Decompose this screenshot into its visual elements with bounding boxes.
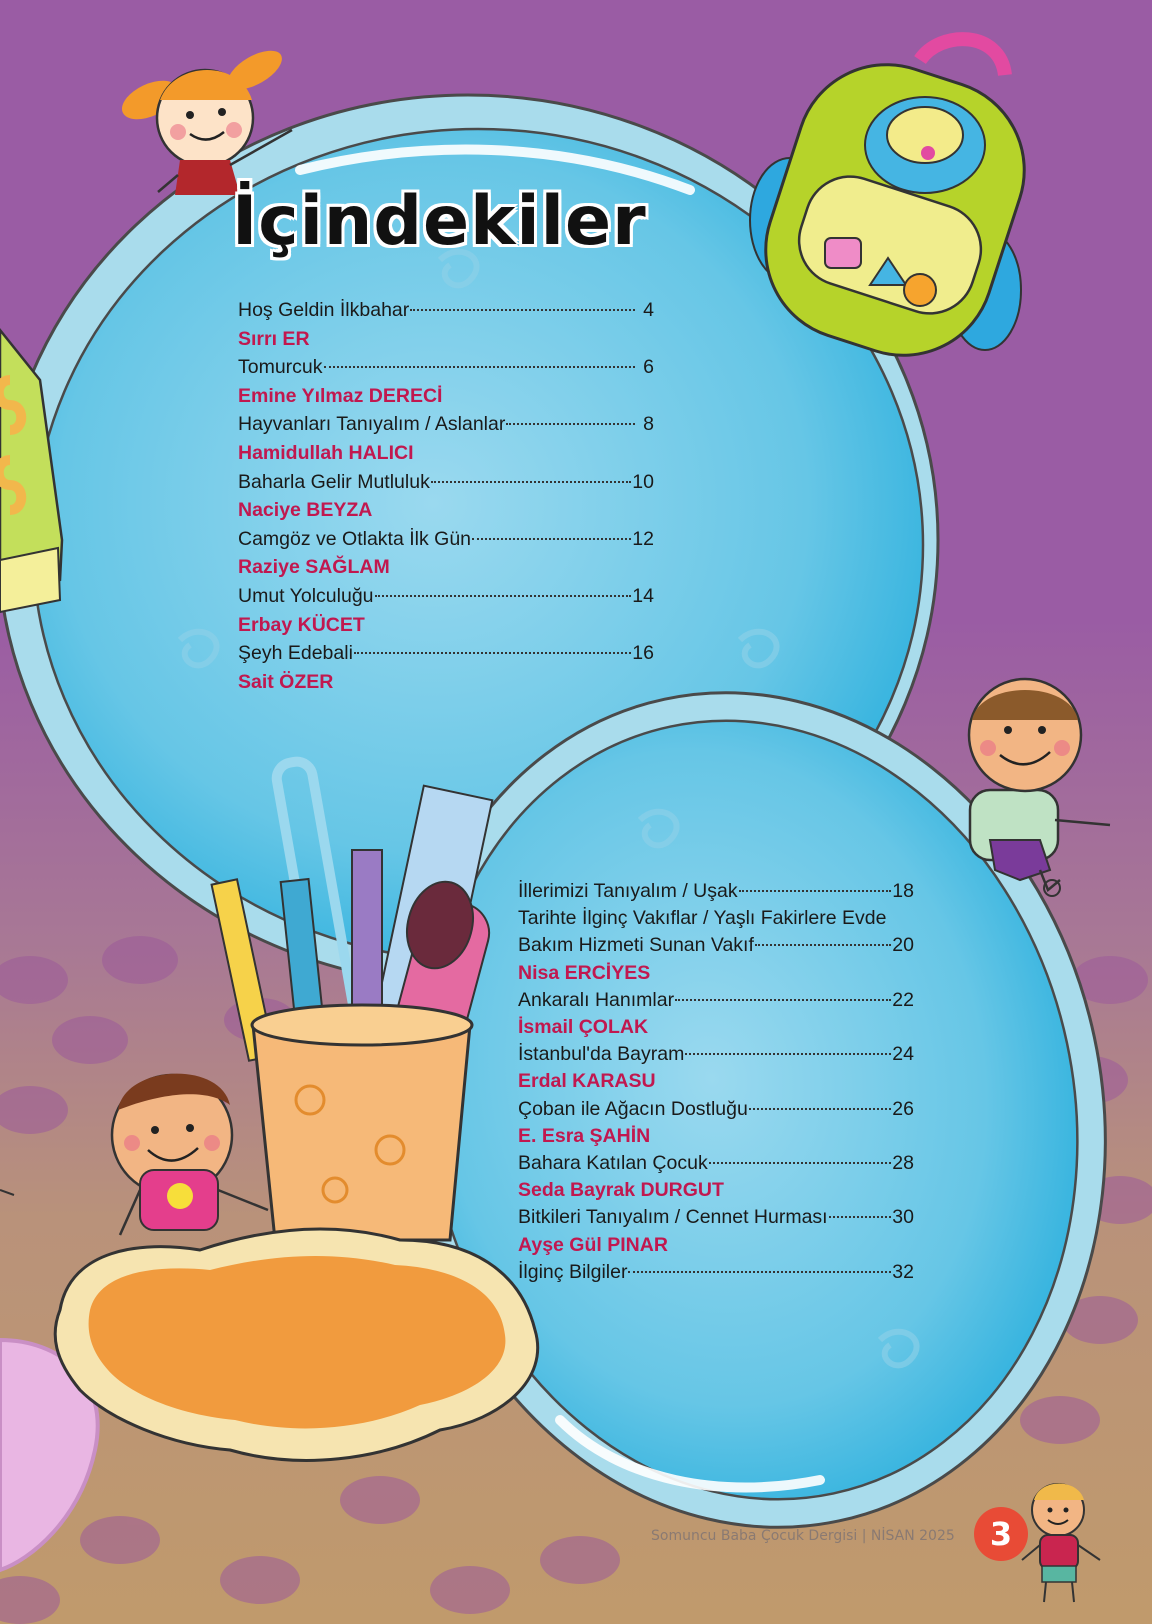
toc-entry-page: 26: [892, 1097, 914, 1120]
small-boy-illustration: [1022, 1484, 1100, 1603]
dot-leader: [755, 944, 891, 946]
toc-entry-author: Erdal KARASU: [518, 1070, 656, 1093]
toc-entry-page: 24: [892, 1043, 914, 1066]
toc-entry[interactable]: [518, 1150, 914, 1177]
toc-entry-author: Raziye SAĞLAM: [238, 556, 390, 579]
toc-entry[interactable]: [238, 353, 654, 382]
toc-entry[interactable]: [518, 878, 914, 905]
toc-entry-author: Erbay KÜCET: [238, 613, 365, 636]
toc-entry-author: Sırrı ER: [238, 327, 310, 350]
toc-entry-title: Çoban ile Ağacın Dostluğu: [518, 1097, 748, 1120]
toc-entry-page: 10: [632, 470, 654, 493]
toc-entry[interactable]: [238, 639, 654, 668]
toc-bottom: [518, 878, 914, 1286]
toc-entry-author: E. Esra ŞAHİN: [518, 1124, 651, 1147]
toc-entry-page: 12: [632, 527, 654, 550]
toc-entry-author: Emine Yılmaz DERECİ: [238, 384, 443, 407]
toc-entry-title: Umut Yolculuğu: [238, 584, 374, 607]
dot-leader: [685, 1053, 891, 1055]
toc-entry[interactable]: [518, 1041, 914, 1068]
toc-entry-title-line[interactable]: Tarihte İlginç Vakıflar / Yaşlı Fakirlere Evde: [518, 907, 887, 930]
toc-entry-title: Hoş Geldin İlkbahar: [238, 299, 410, 321]
toc-entry-author: Hamidullah HALICI: [238, 441, 414, 464]
toc-entry-page: 8: [643, 413, 654, 436]
toc-entry-title: Hayvanları Tanıyalım / Aslanlar: [238, 413, 506, 436]
toc-entry-title: Bahara Katılan Çocuk: [518, 1152, 708, 1175]
dot-leader: [472, 538, 631, 540]
toc-entry-author: Sait ÖZER: [238, 670, 334, 693]
dot-leader: [739, 890, 892, 892]
toc-entry-author: Ayşe Gül PINAR: [518, 1233, 668, 1256]
dot-leader: [375, 595, 632, 597]
toc-entry-title: İllerimizi Tanıyalım / Uşak: [518, 880, 738, 902]
page-number-badge: 3: [974, 1507, 1028, 1561]
dot-leader: [749, 1108, 891, 1110]
dot-leader: [410, 309, 635, 311]
toc-entry-page: 6: [643, 356, 654, 379]
toc-entry-title: Camgöz ve Otlakta İlk Gün: [238, 527, 472, 550]
toc-entry-page: 30: [892, 1206, 914, 1229]
dot-leader: [354, 652, 631, 654]
toc-entry-title: Şeyh Edebali: [238, 642, 353, 665]
toc-entry[interactable]: [518, 987, 914, 1014]
dot-leader: [709, 1162, 892, 1164]
dot-leader: [675, 999, 891, 1001]
toc-entry[interactable]: [238, 525, 654, 554]
toc-entry-page: 28: [892, 1152, 914, 1175]
toc-entry[interactable]: [518, 1259, 914, 1286]
toc-entry[interactable]: [518, 1096, 914, 1123]
toc-entry-page: 32: [892, 1260, 914, 1283]
toc-entry-page: 20: [892, 934, 914, 957]
page-title: İçindekiler: [232, 182, 647, 261]
toc-entry-title: Baharla Gelir Mutluluk: [238, 470, 430, 493]
toc-entry-title: İlginç Bilgiler: [518, 1260, 628, 1283]
toc-entry[interactable]: [238, 296, 654, 325]
dot-leader: [628, 1271, 891, 1273]
toc-entry[interactable]: [238, 468, 654, 497]
toc-entry-author: Nisa ERCİYES: [518, 961, 651, 984]
dot-leader: [324, 366, 635, 368]
toc-top: [238, 296, 654, 696]
toc-entry-title: Tomurcuk: [238, 356, 323, 379]
toc-entry-page: 18: [892, 880, 914, 902]
puddle-illustration: [55, 1229, 538, 1460]
toc-entry-title: Ankaralı Hanımlar: [518, 988, 675, 1011]
toc-entry-title: Bitkileri Tanıyalım / Cennet Hurması: [518, 1206, 828, 1229]
toc-entry-page: 22: [892, 988, 914, 1011]
toc-entry-title: Bakım Hizmeti Sunan Vakıf: [518, 934, 754, 957]
toc-entry-page: 16: [632, 642, 654, 665]
toc-entry[interactable]: [238, 410, 654, 439]
toc-entry-author: Seda Bayrak DURGUT: [518, 1179, 724, 1202]
toc-entry[interactable]: [518, 1204, 914, 1231]
dot-leader: [506, 423, 635, 425]
toc-entry[interactable]: [238, 582, 654, 611]
toc-entry-author: İsmail ÇOLAK: [518, 1016, 649, 1039]
dot-leader: [431, 481, 631, 483]
dot-leader: [829, 1216, 892, 1218]
toc-entry[interactable]: [518, 932, 914, 959]
toc-entry-page: 14: [632, 584, 654, 607]
toc-entry-title: İstanbul'da Bayram: [518, 1043, 685, 1066]
small-boy-illustration-left: [0, 1074, 268, 1235]
toc-entry-author: Naciye BEYZA: [238, 499, 373, 522]
toc-entry-page: 4: [643, 299, 654, 321]
footer-text: Somuncu Baba Çocuk Dergisi | NİSAN 2025: [651, 1528, 955, 1544]
